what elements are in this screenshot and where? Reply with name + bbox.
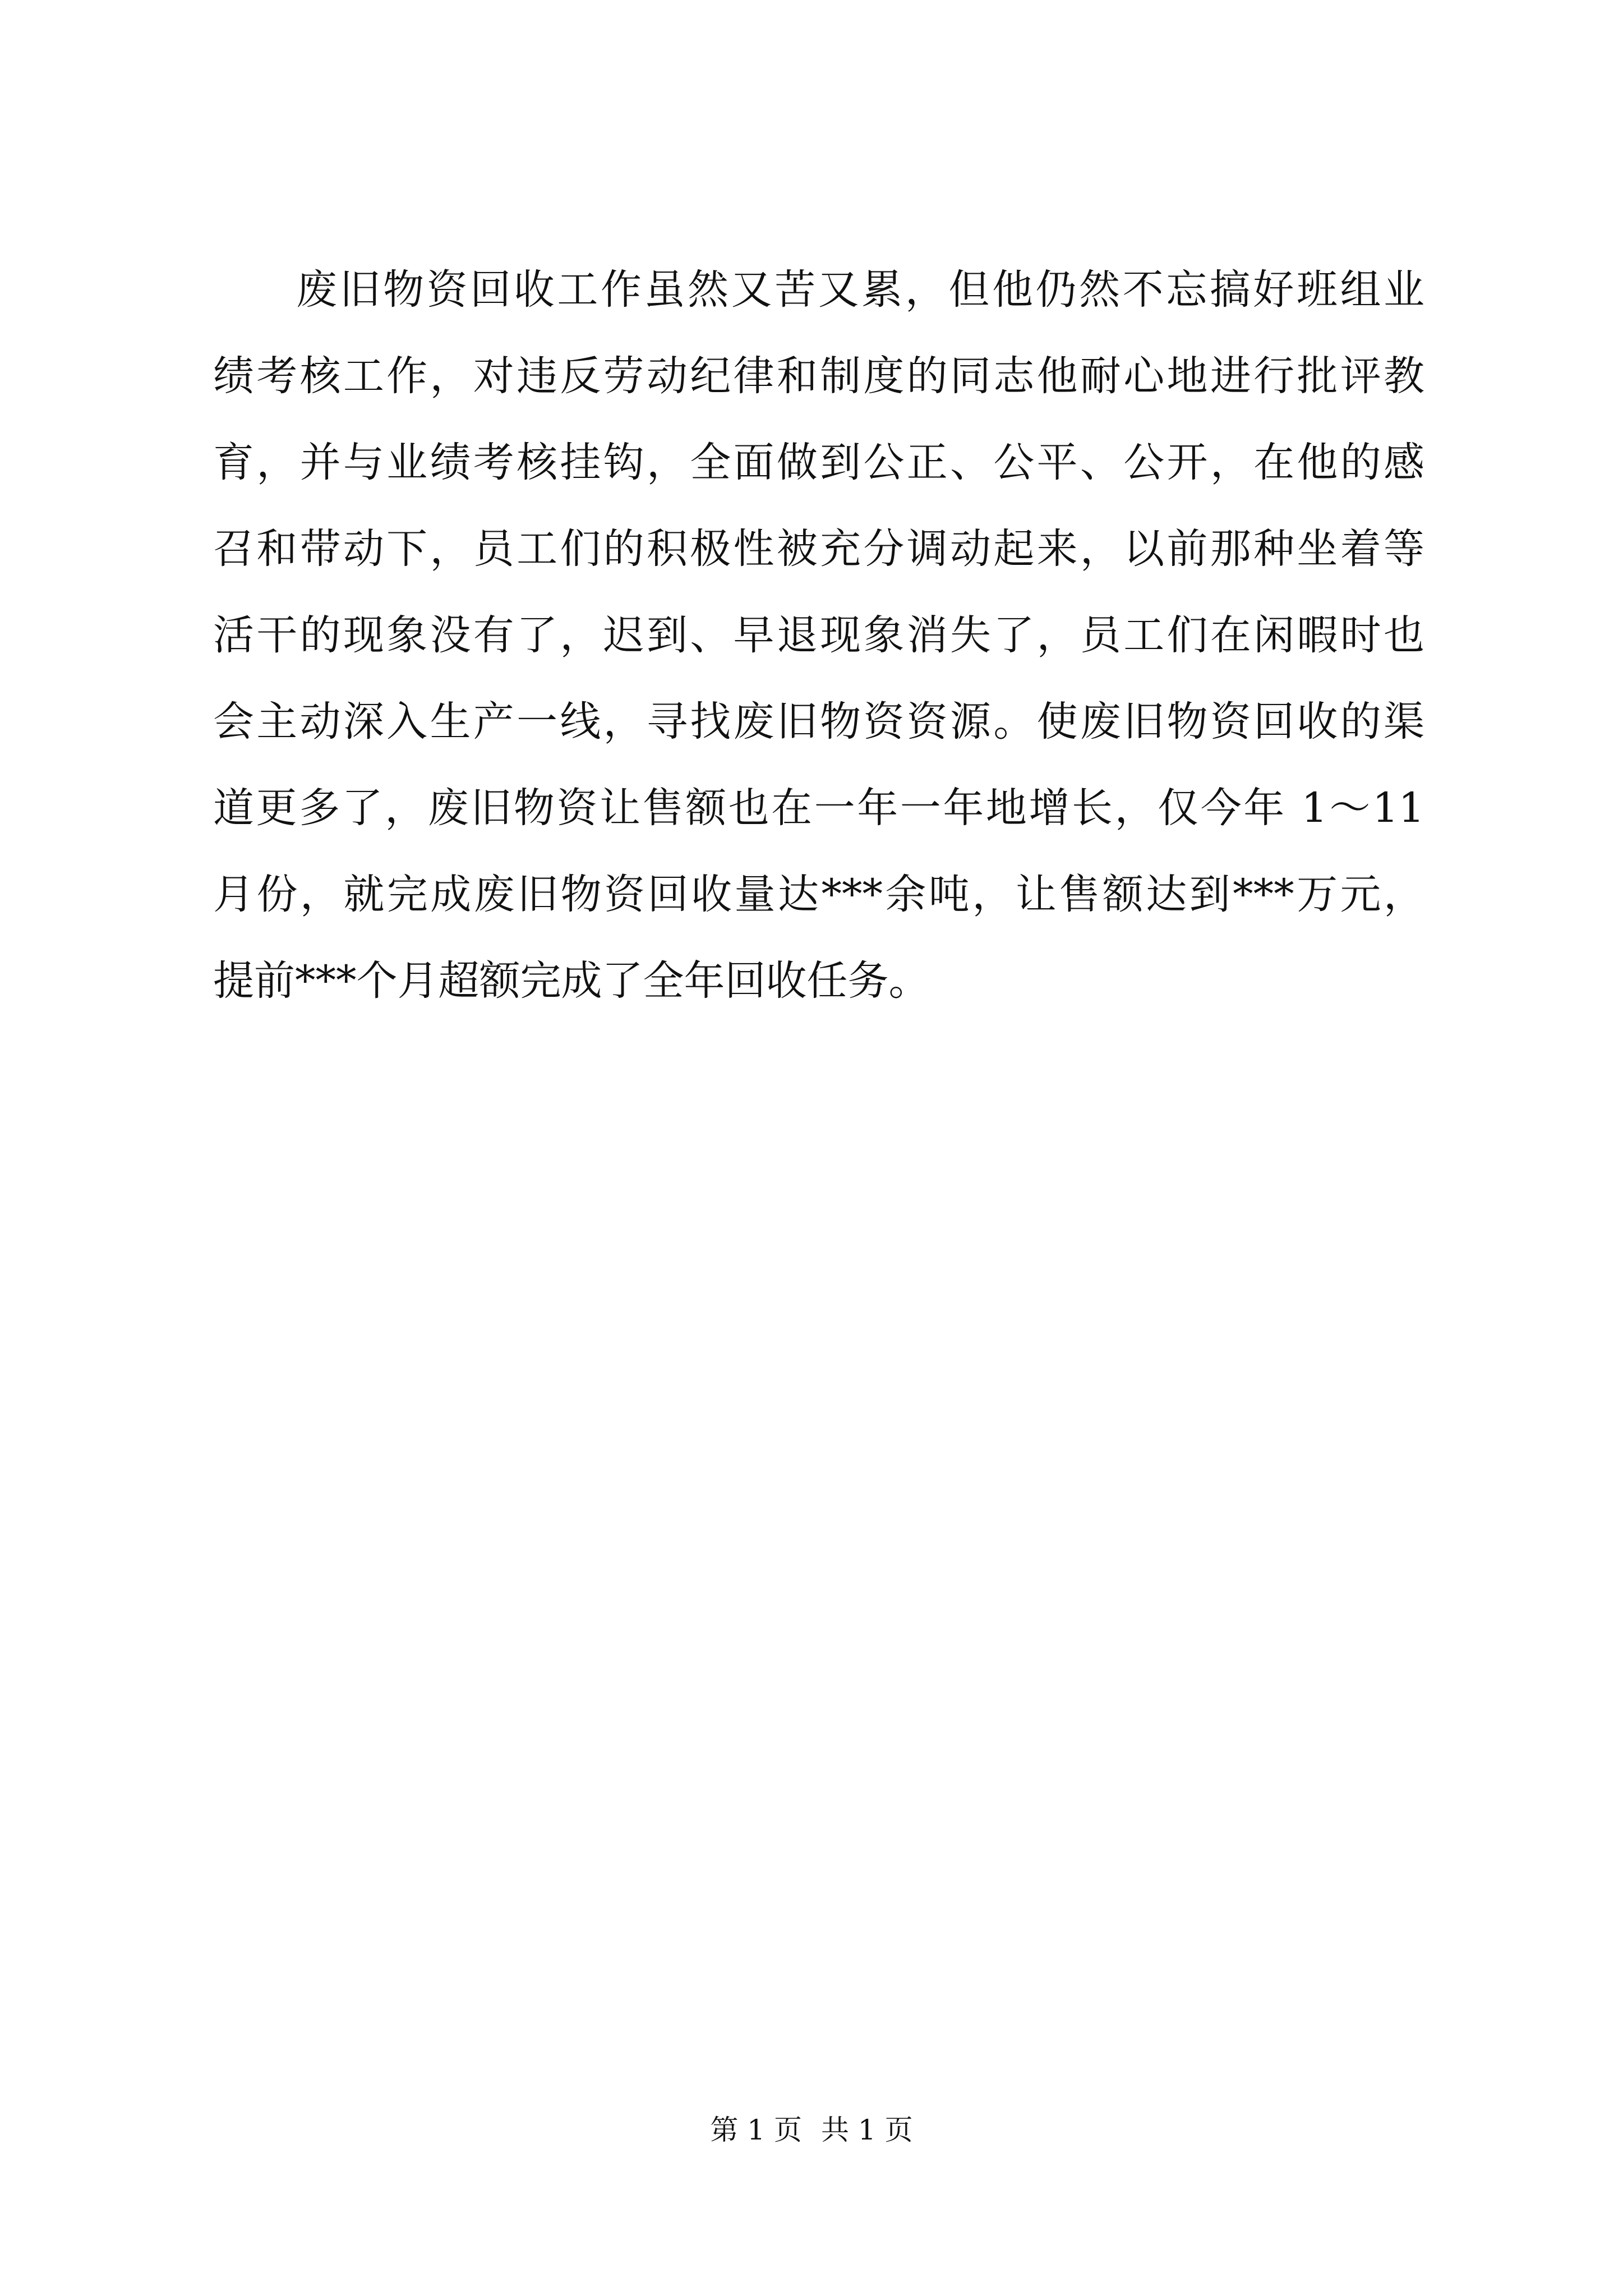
paragraph-line: 会主动深入生产一线，寻找废旧物资资源。使废旧物资回收的渠 [213,698,1424,746]
page-total-label: 共 1 页 [821,2114,913,2146]
paragraph-line: 活干的现象没有了，迟到、早退现象消失了，员工们在闲暇时也 [213,611,1424,659]
paragraph-line: 召和带动下，员工们的积极性被充分调动起来，以前那种坐着等 [213,525,1424,573]
page-footer [0,2110,1623,2150]
paragraph-line: 提前***个月超额完成了全年回收任务。 [213,957,930,1005]
paragraph-line: 绩考核工作，对违反劳动纪律和制度的同志他耐心地进行批评教 [213,352,1424,400]
paragraph-line: 育，并与业绩考核挂钩，全面做到公正、公平、公开，在他的感 [213,439,1424,486]
paragraph-line: 道更多了，废旧物资让售额也在一年一年地增长，仅今年 1～11 [213,784,1424,832]
body-paragraph [213,247,1424,1024]
paragraph-line: 月份，就完成废旧物资回收量达***余吨，让售额达到***万元， [213,871,1424,918]
paragraph-line: 废旧物资回收工作虽然又苦又累，但他仍然不忘搞好班组业 [296,266,1424,314]
page-number-label: 第 1 页 [710,2114,802,2146]
